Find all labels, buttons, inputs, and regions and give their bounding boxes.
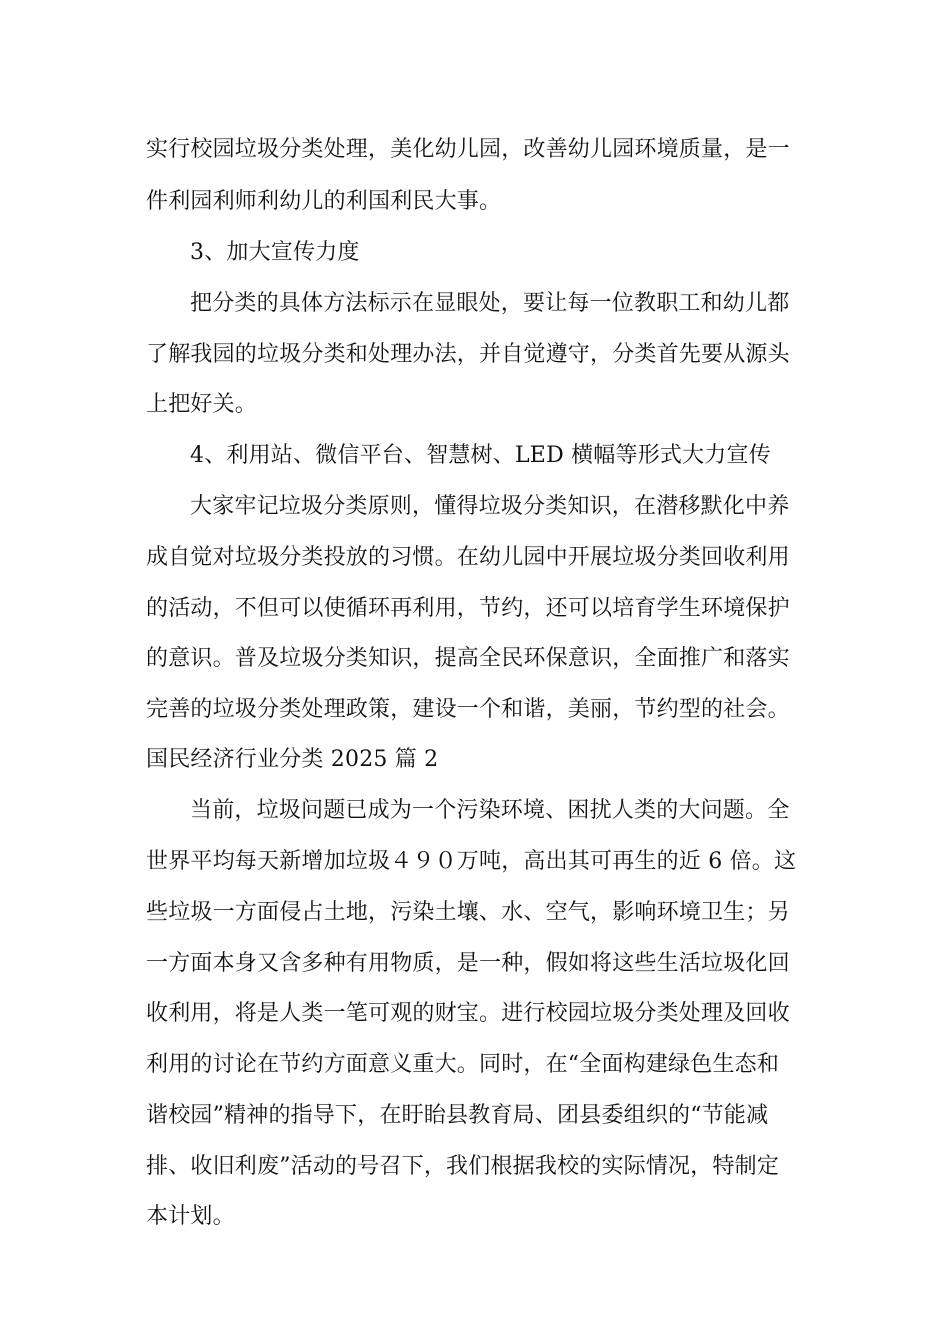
paragraph-line: 的意识。普及垃圾分类知识，提高全民环保意识，全面推广和落实 [146, 646, 790, 671]
paragraph-line: 收利用，将是人类一笔可观的财宝。进行校园垃圾分类处理及回收 [146, 1001, 790, 1026]
section-heading: 3、加大宣传力度 [190, 240, 360, 265]
paragraph-line: 的活动，不但可以使循环再利用，节约，还可以培育学生环境保护 [146, 596, 790, 621]
paragraph-line: 完善的垃圾分类处理政策，建设一个和谐，美丽，节约型的社会。 [146, 697, 790, 722]
paragraph-line: 一方面本身又含多种有用物质，是一种，假如将这些生活垃圾化回 [146, 951, 790, 976]
chapter-title: 国民经济行业分类 2025 篇 2 [146, 747, 439, 772]
paragraph-line: 本计划。 [146, 1204, 235, 1229]
paragraph-line: 件利园利师利幼儿的利国利民大事。 [146, 189, 502, 214]
section-heading: 4、利用站、微信平台、智慧树、LED 横幅等形式大力宣传 [190, 443, 771, 468]
paragraph-line: 利用的讨论在节约方面意义重大。同时，在“全面构建绿色生态和 [146, 1052, 780, 1077]
paragraph-line: 成自觉对垃圾分类投放的习惯。在幼儿园中开展垃圾分类回收利用 [146, 545, 790, 570]
paragraph-line: 把分类的具体方法标示在显眼处，要让每一位教职工和幼儿都 [190, 291, 790, 316]
paragraph-line: 实行校园垃圾分类处理，美化幼儿园，改善幼儿园环境质量，是一 [146, 137, 790, 162]
paragraph-line: 了解我园的垃圾分类和处理办法，并自觉遵守，分类首先要从源头 [146, 342, 790, 367]
paragraph-line: 当前，垃圾问题已成为一个污染环境、困扰人类的大问题。全 [190, 798, 790, 823]
paragraph-line: 大家牢记垃圾分类原则，懂得垃圾分类知识，在潜移默化中养 [190, 494, 790, 519]
paragraph-line: 些垃圾一方面侵占土地，污染土壤、水、空气，影响环境卫生；另 [146, 900, 790, 925]
paragraph-line: 谐校园”精神的指导下，在盱眙县教育局、团县委组织的“节能减 [146, 1103, 769, 1128]
paragraph-line: 上把好关。 [146, 392, 258, 417]
paragraph-line: 排、收旧利废”活动的号召下，我们根据我校的实际情况，特制定 [146, 1154, 780, 1179]
paragraph-line: 世界平均每天新增加垃圾４９０万吨，高出其可再生的近 6 倍。这 [146, 849, 797, 874]
